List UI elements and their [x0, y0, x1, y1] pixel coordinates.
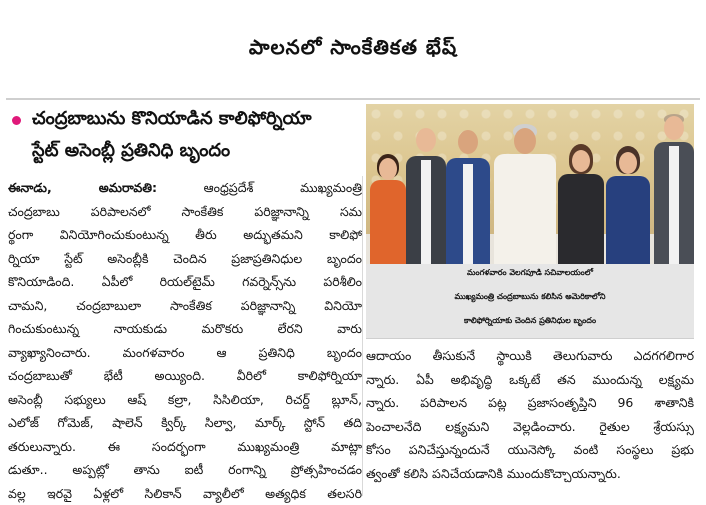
- headline-rule: [6, 98, 700, 100]
- person-figure: [606, 146, 650, 264]
- body-line: కొనియాడింది. ఏపీలో రియల్‌టైమ్ గవర్నెన్స్‌ను పరిశీలిం: [8, 270, 362, 294]
- column-divider: [362, 176, 363, 496]
- photo-caption: [366, 264, 694, 339]
- deck-line-1: చంద్రబాబును కొనియాడిన కాలిఫోర్నియా: [32, 106, 312, 132]
- deck: [8, 104, 358, 168]
- body-line: వ్యాఖ్యానించారు. మంగళవారం ఆ ప్రతినిధి బృందం: [8, 341, 362, 365]
- person-figure: [654, 114, 694, 264]
- body-line: న్నారు. ఏపీ అభివృద్ధి ఒక్కటే తన ముందున్న లక్ష్యమ: [366, 368, 694, 392]
- person-figure: [406, 128, 446, 264]
- person-figure: [494, 124, 556, 264]
- body-line-rest: ఆంధ్రప్రదేశ్ ముఖ్యమంత్రి: [204, 180, 362, 195]
- body-line: చంద్రబాబుతో భేటీ అయ్యింది. వీరిలో కాలిఫోర్నియా: [8, 364, 362, 388]
- body-line: వల్ల ఇరవై ఏళ్లలో సిలికాన్ వ్యాలీలో అత్యధిక తలసరి: [8, 482, 362, 505]
- body-line: న్నారు. పరిపాలన పట్ల ప్రజాసంతృప్తిని 96 శాతానికి: [366, 391, 694, 415]
- headline: పాలనలో సాంకేతికత భేష్: [0, 0, 706, 98]
- body-line: త్వంతో కలిసి పనిచేయడానికి ముందుకొచ్చాయన్నారు.: [366, 462, 694, 486]
- article-body-left: [8, 176, 362, 505]
- body-line: గించుకుంటున్న నాయకుడు మరొకరు లేరని వారు: [8, 317, 362, 341]
- deck-line-2: స్టేట్ అసెంబ్లీ ప్రతినిధి బృందం: [32, 138, 230, 164]
- person-figure: [446, 130, 490, 264]
- caption-line-2: ముఖ్యమంత్రి చంద్రబాబును కలిసిన అమెరికాలోని: [366, 292, 694, 303]
- article-body-right: [366, 344, 694, 485]
- person-figure: [370, 146, 406, 264]
- body-line: చంద్రబాబు పరిపాలనలో సాంకేతిక పరిజ్ఞానాన్ని సమ: [8, 200, 362, 224]
- body-line: అసెంబ్లీ సభ్యులు ఆష్ కల్రా, సిసిలియా, రిచర్డ్ బ్లూన్,: [8, 388, 362, 412]
- body-line: ఎలోజ్ గోమెజ్, షాలెన్ క్విర్క్ సిల్వా, మార్క్ స్టోన్ తది: [8, 411, 362, 435]
- news-photo: [366, 104, 694, 264]
- body-line: పెంచాలనేది లక్ష్యమని వెల్లడించారు. రైతుల శ్రేయస్సు: [366, 415, 694, 439]
- body-line: ర్థంగా వినియోగించుకుంటున్న తీరు అద్భుతమని కాలిఫో: [8, 223, 362, 247]
- caption-line-3: కాలిఫోర్నియాకు చెందిన ప్రతినిధుల బృందం: [366, 316, 694, 327]
- person-figure: [558, 144, 604, 264]
- dateline: ఈనాడు, అమరావతి:: [8, 180, 157, 195]
- body-line: ర్నియా స్టేట్ అసెంబ్లీకి చెందిన ప్రజాప్రతినిధుల బృందం: [8, 247, 362, 271]
- body-line: చామని, చంద్రబాబులా సాంకేతిక పరిజ్ఞానాన్ని వినియో: [8, 294, 362, 318]
- bullet-icon: [12, 116, 21, 125]
- caption-line-1: మంగళవారం వెలగపూడి సచివాలయంలో: [366, 268, 694, 279]
- body-line: డుతూ.. అప్పట్లో తాను ఐటీ రంగాన్ని ప్రోత్సహించడం: [8, 458, 362, 482]
- body-line: ఆదాయం తీసుకునే స్థాయికి తెలుగువారు ఎదగగలిగార: [366, 344, 694, 368]
- body-line: కోసం పనిచేస్తున్నందునే యునెస్కో వంటి సంస్థలు ప్రభు: [366, 438, 694, 462]
- body-line: [8, 176, 362, 200]
- body-line: తరులున్నారు. ఈ సందర్భంగా ముఖ్యమంత్రి మాట్లా: [8, 435, 362, 459]
